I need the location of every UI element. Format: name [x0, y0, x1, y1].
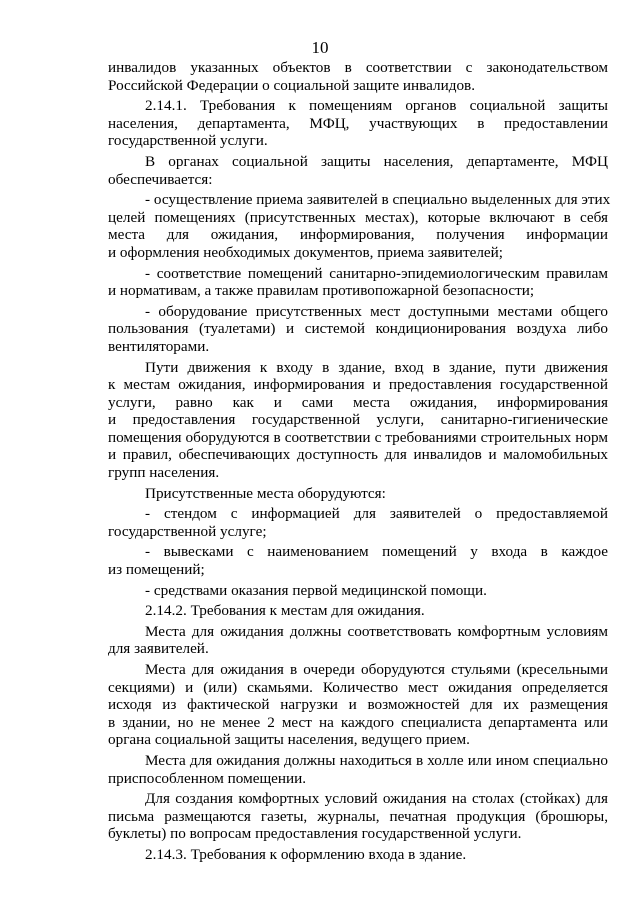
text-line: исходя из фактической нагрузки и возможностей для их размещения	[108, 696, 608, 714]
paragraph	[108, 543, 608, 578]
text-line: Места для ожидания должны соответствовать комфортным условиям	[145, 622, 608, 640]
text-line: в здании, но не менее 2 мест на каждого специалиста департамента или	[108, 713, 608, 731]
text-line: Для создания комфортных условий ожидания на столах (стойках) для	[145, 790, 608, 808]
text-line: и нормативам, а также правилам противопожарной безопасности;	[108, 282, 535, 300]
paragraph	[108, 303, 608, 356]
paragraph	[108, 485, 608, 503]
paragraph	[108, 265, 608, 300]
text-line: вентиляторами.	[108, 337, 210, 355]
text-line: 2.14.2. Требования к местам для ожидания.	[145, 602, 425, 620]
text-line: целей помещениях (присутственных местах), которые включают в себя	[108, 208, 608, 226]
text-line: и предоставления государственной услуги, санитарно-гигиенические	[108, 411, 608, 429]
text-line: и оформления необходимых документов, приема заявителей;	[108, 243, 503, 261]
paragraph	[108, 661, 608, 749]
text-line: инвалидов указанных объектов в соответствии с законодательством	[108, 59, 608, 76]
text-line: приспособленном помещении.	[108, 769, 307, 787]
text-line: буклеты) по вопросам предоставления государственной услуги.	[108, 825, 522, 843]
text-line: - вывесками с наименованием помещений у входа в каждое	[145, 543, 608, 561]
text-line: В органах социальной защиты населения, департаменте, МФЦ	[145, 152, 608, 170]
text-line: Места для ожидания должны находиться в холле или ином специально	[145, 751, 608, 769]
text-line: групп населения.	[108, 464, 220, 482]
paragraph	[108, 505, 608, 540]
page-number: 10	[311, 38, 329, 57]
text-line: для заявителей.	[108, 640, 209, 658]
text-line: услуги, равно как и сами места ожидания, информирования	[108, 393, 608, 411]
document-body	[108, 59, 611, 864]
text-line: помещения оборудуются в соответствии с требованиями строительных норм	[108, 428, 608, 446]
paragraph	[108, 582, 608, 600]
text-line: государственной услуге;	[108, 522, 267, 540]
text-line: места для ожидания, информирования, получения информации	[108, 226, 608, 244]
text-line: Присутственные места оборудуются:	[145, 484, 386, 502]
paragraph	[108, 359, 608, 482]
text-line: пользования (туалетами) и системой кондиционирования воздуха либо	[108, 320, 608, 338]
text-line: - средствами оказания первой медицинской помощи.	[145, 581, 487, 599]
paragraph	[108, 790, 608, 843]
text-line: из помещений;	[108, 561, 205, 579]
text-line: 2.14.3. Требования к оформлению входа в здание.	[145, 845, 467, 863]
text-line: и правил, обеспечивающих доступность для инвалидов и маломобильных	[108, 446, 608, 464]
paragraph	[108, 752, 608, 787]
paragraph	[108, 153, 608, 188]
text-line: к местам ожидания, информирования и предоставления государственной	[108, 376, 608, 394]
paragraph	[108, 846, 608, 864]
text-line: - стендом с информацией для заявителей о предоставляемой	[145, 505, 608, 523]
paragraph	[108, 602, 608, 620]
text-line: - соответствие помещений санитарно-эпидемиологическим правилам	[145, 264, 608, 282]
text-line: 2.14.1. Требования к помещениям органов социальной защиты	[145, 97, 608, 115]
text-line: Пути движения к входу в здание, вход в здание, пути движения	[145, 358, 608, 376]
text-line: Места для ожидания в очереди оборудуются стульями (кресельными	[145, 661, 608, 678]
text-line: - осуществление приема заявителей в специально выделенных для этих	[145, 191, 611, 209]
text-line: - оборудование присутственных мест доступными местами общего	[145, 302, 608, 320]
text-line: секциями) и (или) скамьями. Количество мест ожидания определяется	[108, 678, 608, 696]
paragraph	[108, 623, 608, 658]
paragraph	[108, 191, 611, 261]
paragraph	[108, 97, 608, 150]
text-line: государственной услуги.	[108, 132, 268, 150]
text-line: письма размещаются газеты, журналы, печатная продукция (брошюры,	[108, 807, 608, 825]
text-line: Российской Федерации о социальной защите инвалидов.	[108, 76, 476, 94]
text-line: органа социальной защиты населения, ведущего прием.	[108, 731, 470, 749]
text-line: обеспечивается:	[108, 170, 213, 188]
text-line: населения, департамента, МФЦ, участвующих в предоставлении	[108, 114, 608, 132]
paragraph	[108, 59, 608, 94]
